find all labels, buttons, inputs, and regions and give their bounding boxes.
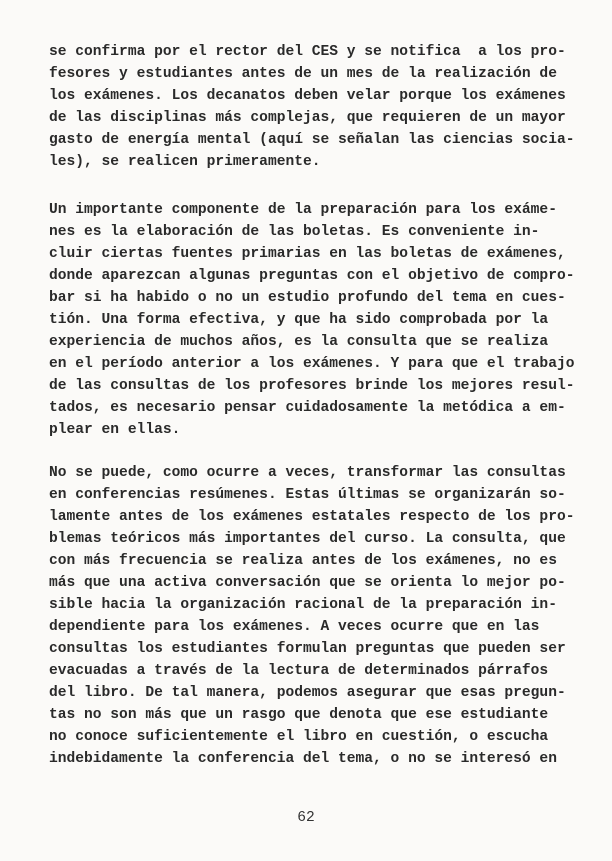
text-line: les), se realicen primeramente. xyxy=(49,154,321,170)
text-line: tados, es necesario pensar cuidadosamente la metódica a em- xyxy=(49,400,566,416)
text-line: nes es la elaboración de las boletas. Es conveniente in- xyxy=(49,224,540,240)
text-line: se confirma por el rector del CES y se notifica a los pro- xyxy=(49,44,566,60)
text-line: fesores y estudiantes antes de un mes de la realización de xyxy=(49,66,557,82)
text-line: del libro. De tal manera, podemos asegurar que esas pregun- xyxy=(49,685,566,701)
paragraph xyxy=(49,41,574,173)
text-line: No se puede, como ocurre a veces, transformar las consultas xyxy=(49,465,566,481)
text-line: en el período anterior a los exámenes. Y para que el trabajo xyxy=(49,356,575,372)
text-line: cluir ciertas fuentes primarias en las boletas de exámenes, xyxy=(49,246,566,262)
text-line: más que una activa conversación que se orienta lo mejor po- xyxy=(49,575,566,591)
text-line: sible hacia la organización racional de la preparación in- xyxy=(49,597,557,613)
text-line: indebidamente la conferencia del tema, o no se interesó en xyxy=(49,751,557,767)
text-line: los exámenes. Los decanatos deben velar porque los exámenes xyxy=(49,88,566,104)
text-line: Un importante componente de la preparación para los exáme- xyxy=(49,202,557,218)
text-line: de las consultas de los profesores brinde los mejores resul- xyxy=(49,378,575,394)
page-number: 62 xyxy=(297,810,315,826)
text-line: blemas teóricos más importantes del curso. La consulta, que xyxy=(49,531,566,547)
text-line: tión. Una forma efectiva, y que ha sido comprobada por la xyxy=(49,312,549,328)
text-line: consultas los estudiantes formulan preguntas que pueden ser xyxy=(49,641,566,657)
text-line: con más frecuencia se realiza antes de los exámenes, no es xyxy=(49,553,557,569)
text-line: no conoce suficientemente el libro en cuestión, o escucha xyxy=(49,729,549,745)
text-line: lamente antes de los exámenes estatales respecto de los pro- xyxy=(49,509,575,525)
text-line: plear en ellas. xyxy=(49,422,181,438)
text-line: gasto de energía mental (aquí se señalan las ciencias socia- xyxy=(49,132,575,148)
text-line: tas no son más que un rasgo que denota que ese estudiante xyxy=(49,707,549,723)
text-line: experiencia de muchos años, es la consulta que se realiza xyxy=(49,334,549,350)
text-line: dependiente para los exámenes. A veces ocurre que en las xyxy=(49,619,540,635)
text-line: donde aparezcan algunas preguntas con el objetivo de compro- xyxy=(49,268,575,284)
text-line: en conferencias resúmenes. Estas últimas se organizarán so- xyxy=(49,487,566,503)
paragraph xyxy=(49,462,574,770)
text-line: de las disciplinas más complejas, que requieren de un mayor xyxy=(49,110,566,126)
paragraph xyxy=(49,199,574,441)
text-line: evacuadas a través de la lectura de determinados párrafos xyxy=(49,663,549,679)
text-line: bar si ha habido o no un estudio profundo del tema en cues- xyxy=(49,290,566,306)
